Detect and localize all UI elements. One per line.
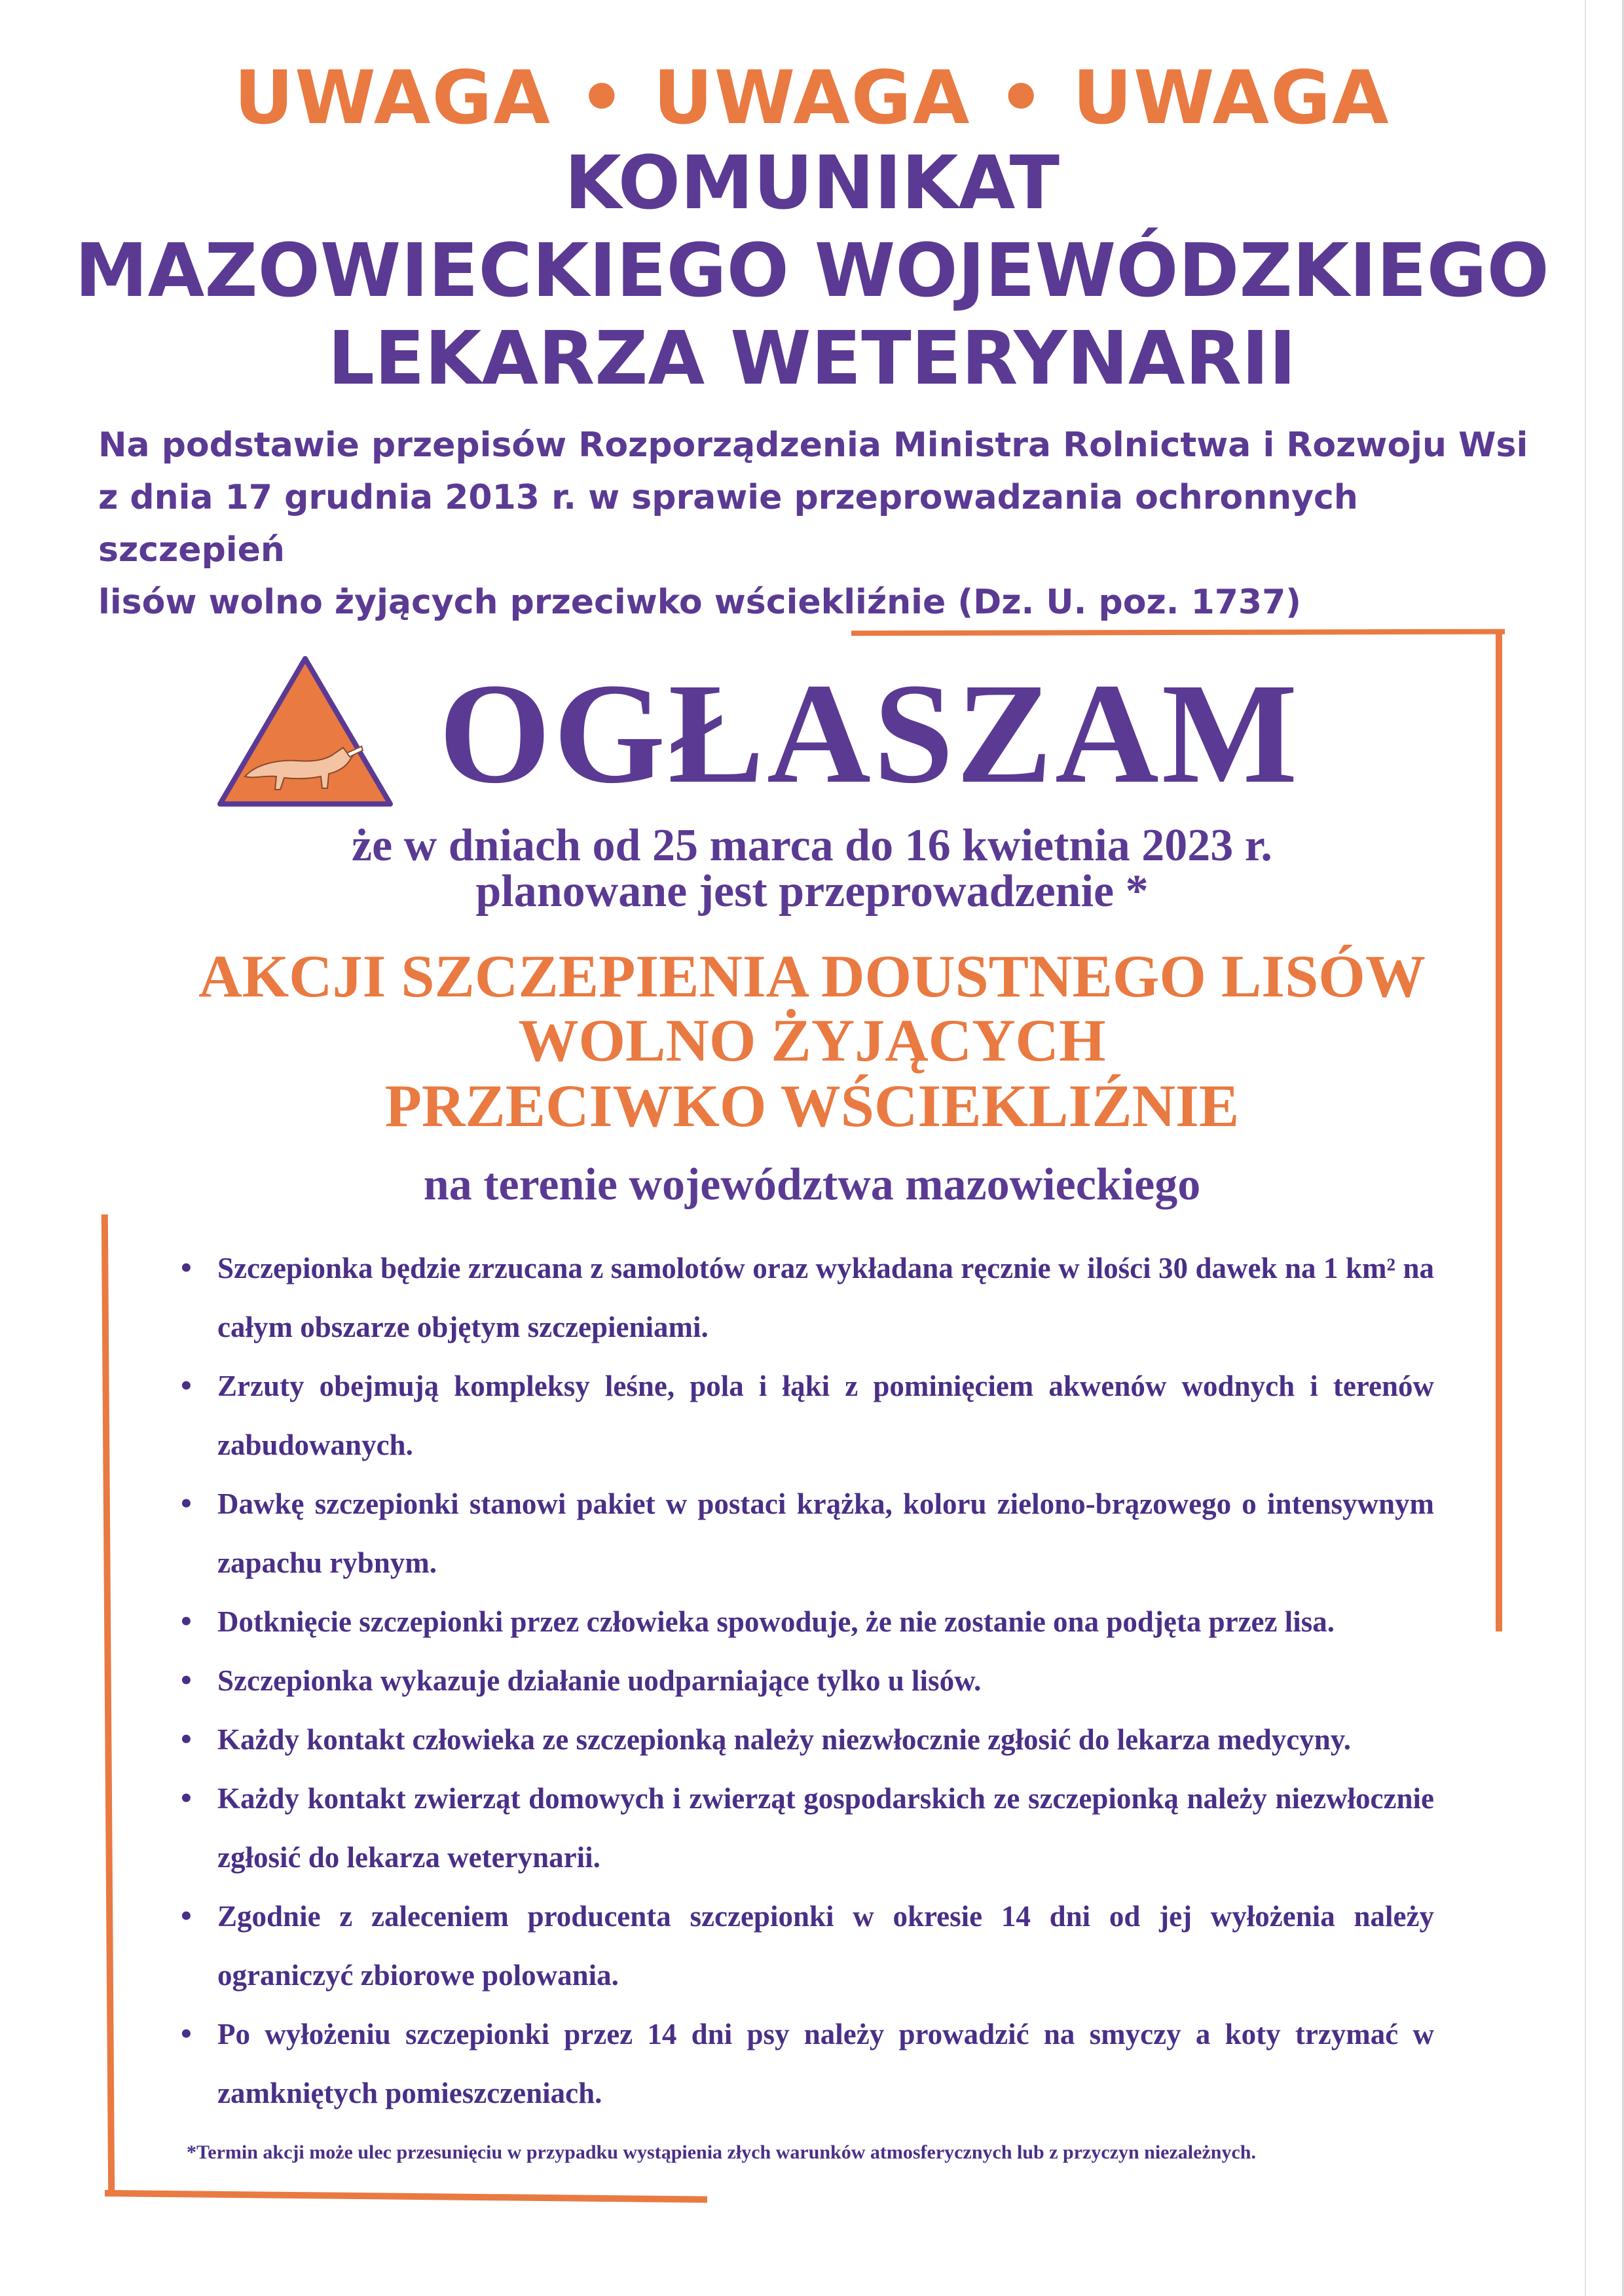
info-bullet: • Każdy kontakt zwierząt domowych i zwierząt gospodarskich ze szczepionką należy niezwłocznie zgłosić do lekarza weterynarii.: [177, 1769, 1434, 1887]
warning-triangle-fox-icon: [216, 655, 394, 809]
alert-heading: UWAGA • UWAGA • UWAGA: [234, 56, 1390, 141]
info-bullet-list: [177, 1239, 1434, 2123]
planned-line: planowane jest przeprowadzenie *: [475, 866, 1149, 917]
title-line-3: LEKARZA WETERYNARII: [327, 316, 1297, 401]
frame-bottom: [105, 2190, 707, 2203]
frame-top: [851, 629, 1505, 636]
legal-basis-line: z dnia 17 grudnia 2013 r. w sprawie przeprowadzania ochronnych szczepień: [98, 478, 1358, 570]
info-bullet: • Po wyłożeniu szczepionki przez 14 dni psy należy prowadzić na smyczy a koty trzymać w zamkniętych pomieszczeniach.: [177, 2005, 1434, 2123]
frame-left: [101, 1214, 115, 2196]
info-bullet: • Zrzuty obejmują kompleksy leśne, pola i łąki z pominięciem akwenów wodnych i terenów zabudowanych.: [177, 1357, 1434, 1474]
title-line-2: MAZOWIECKIEGO WOJEWÓDZKIEGO: [75, 228, 1549, 314]
region-line: na terenie województwa mazowieckiego: [423, 1159, 1201, 1210]
legal-basis-line: Na podstawie przepisów Rozporządzenia Ministra Rolnictwa i Rozwoju Wsi: [98, 426, 1528, 465]
info-bullet: • Każdy kontakt człowieka ze szczepionką należy niezwłocznie zgłosić do lekarza medycyny.: [177, 1710, 1434, 1769]
info-bullet: • Dawkę szczepionki stanowi pakiet w postaci krążka, koloru zielono-brązowego o intensywnym zapachu rybnym.: [177, 1474, 1434, 1592]
info-bullet: • Szczepionka wykazuje działanie uodparniające tylko u lisów.: [177, 1651, 1434, 1710]
dates-line: że w dniach od 25 marca do 16 kwietnia 2023 r.: [352, 820, 1272, 871]
title-line-1: KOMUNIKAT: [564, 141, 1060, 226]
announcement-heading: OGŁASZAM: [439, 653, 1301, 813]
info-bullet: • Szczepionka będzie zrzucana z samolotów oraz wykładana ręcznie w ilości 30 dawek na 1 km² na całym obszarze objętym szczepieniami.: [177, 1239, 1434, 1357]
action-title-line-1: AKCJI SZCZEPIENIA DOUSTNEGO LISÓW: [198, 943, 1426, 1010]
legal-basis: [98, 419, 1539, 629]
action-title-line-2: WOLNO ŻYJĄCYCH: [518, 1007, 1106, 1074]
footnote: *Termin akcji może ulec przesunięciu w przypadku wystąpienia złych warunków atmosferycznych lub z przyczyn niezależnych.: [187, 2141, 1256, 2163]
action-title-line-3: PRZECIWKO WŚCIEKLIŹNIE: [384, 1072, 1240, 1139]
info-bullet: • Zgodnie z zaleceniem producenta szczepionki w okresie 14 dni od jej wyłożenia należy ograniczyć zbiorowe polowania.: [177, 1887, 1434, 2005]
legal-basis-line: lisów wolno żyjących przeciwko wściekliźnie (Dz. U. poz. 1737): [98, 583, 1302, 622]
info-bullet: • Dotknięcie szczepionki przez człowieka spowoduje, że nie zostanie ona podjęta przez lisa.: [177, 1592, 1434, 1651]
